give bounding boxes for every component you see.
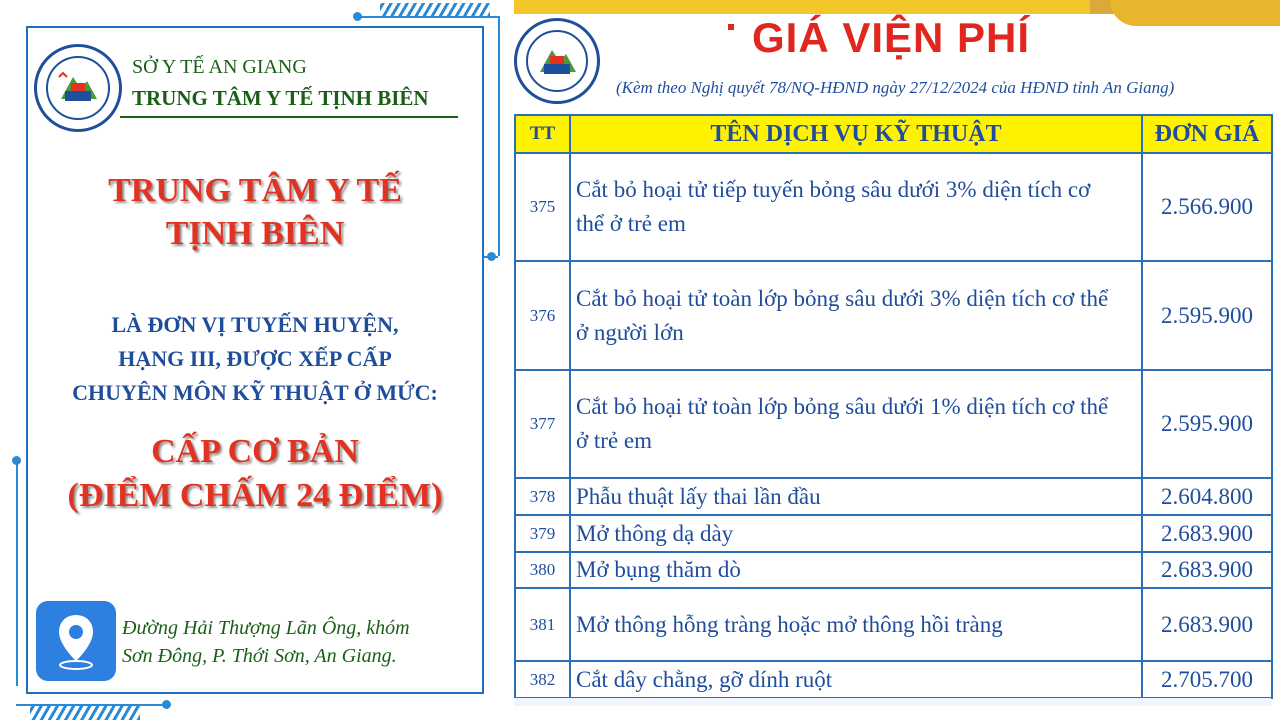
org-department: SỞ Y TẾ AN GIANG xyxy=(132,56,307,78)
decor-dot xyxy=(162,700,171,709)
row-price: 2.595.900 xyxy=(1142,261,1272,370)
hospital-title-line2: TỊNH BIÊN xyxy=(165,215,345,252)
table-header-row xyxy=(515,115,1272,153)
row-tt: 377 xyxy=(515,370,570,478)
row-tt: 376 xyxy=(515,261,570,370)
row-price: 2.604.800 xyxy=(1142,478,1272,515)
resolution-note: (Kèm theo Nghị quyết 78/NQ-HĐND ngày 27/12/2024 của HĐND tỉnh An Giang) xyxy=(616,78,1175,97)
decor-stripes xyxy=(380,3,490,17)
header-price: ĐƠN GIÁ xyxy=(1142,115,1272,153)
row-service-name: Mở bụng thăm dò xyxy=(570,552,1142,588)
table-row xyxy=(515,515,1272,552)
decor-dot xyxy=(487,252,496,261)
description-line1: LÀ ĐƠN VỊ TUYẾN HUYỆN, xyxy=(111,312,399,337)
decor-dot xyxy=(12,456,21,465)
row-price: 2.683.900 xyxy=(1142,552,1272,588)
row-tt: 380 xyxy=(515,552,570,588)
row-tt: 375 xyxy=(515,153,570,261)
table-row xyxy=(515,552,1272,588)
level-title-line2: (ĐIỂM CHẤM 24 ĐIỂM) xyxy=(67,477,443,514)
price-list-title: GIÁ VIỆN PHÍ xyxy=(752,14,1031,61)
row-service-name: Cắt bỏ hoại tử toàn lớp bỏng sâu dưới 3% diện tích cơ thể ở người lớn xyxy=(570,261,1142,370)
row-price: 2.595.900 xyxy=(1142,370,1272,478)
row-tt: 382 xyxy=(515,661,570,698)
header-service-name: TÊN DỊCH VỤ KỸ THUẬT xyxy=(570,115,1142,153)
row-service-name: Mở thông hỗng tràng hoặc mở thông hồi tràng xyxy=(570,588,1142,661)
title-mark xyxy=(728,24,734,30)
table-row xyxy=(515,661,1272,698)
address-line1: Đường Hải Thượng Lãn Ông, khóm xyxy=(122,617,410,639)
hospital-logo-small xyxy=(514,18,600,104)
table-row xyxy=(515,153,1272,261)
row-price: 2.705.700 xyxy=(1142,661,1272,698)
row-service-name: Phẫu thuật lấy thai lần đầu xyxy=(570,478,1142,515)
hospital-title-line1: TRUNG TÂM Y TẾ xyxy=(108,172,402,209)
row-price: 2.566.900 xyxy=(1142,153,1272,261)
bottom-strip xyxy=(514,698,1271,706)
row-price: 2.683.900 xyxy=(1142,588,1272,661)
row-service-name: Mở thông dạ dày xyxy=(570,515,1142,552)
level-title-line1: CẤP CƠ BẢN xyxy=(151,433,359,470)
org-center-name: TRUNG TÂM Y TẾ TỊNH BIÊN xyxy=(132,86,429,110)
decor-line-left xyxy=(16,460,18,686)
row-service-name: Cắt dây chằng, gỡ dính ruột xyxy=(570,661,1142,698)
table-row xyxy=(515,261,1272,370)
table-row xyxy=(515,588,1272,661)
description-line2: HẠNG III, ĐƯỢC XẾP CẤP xyxy=(118,346,392,371)
decor-line-right xyxy=(498,16,500,256)
decor-stripes xyxy=(30,706,140,720)
row-service-name: Cắt bỏ hoại tử toàn lớp bỏng sâu dưới 1% diện tích cơ thể ở trẻ em xyxy=(570,370,1142,478)
top-bar-corner xyxy=(1110,0,1280,26)
header-tt: TT xyxy=(515,115,570,153)
row-service-name: Cắt bỏ hoại tử tiếp tuyến bỏng sâu dưới 3% diện tích cơ thể ở trẻ em xyxy=(570,153,1142,261)
price-table xyxy=(514,114,1273,699)
decor-dot xyxy=(353,12,362,21)
org-underline xyxy=(120,116,458,118)
row-price: 2.683.900 xyxy=(1142,515,1272,552)
row-tt: 379 xyxy=(515,515,570,552)
hospital-logo xyxy=(34,44,122,132)
address-line2: Sơn Đông, P. Thới Sơn, An Giang. xyxy=(122,645,397,667)
location-pin-icon xyxy=(36,601,116,681)
row-tt: 381 xyxy=(515,588,570,661)
table-row xyxy=(515,478,1272,515)
description-line3: CHUYÊN MÔN KỸ THUẬT Ở MỨC: xyxy=(72,380,438,405)
table-row xyxy=(515,370,1272,478)
row-tt: 378 xyxy=(515,478,570,515)
